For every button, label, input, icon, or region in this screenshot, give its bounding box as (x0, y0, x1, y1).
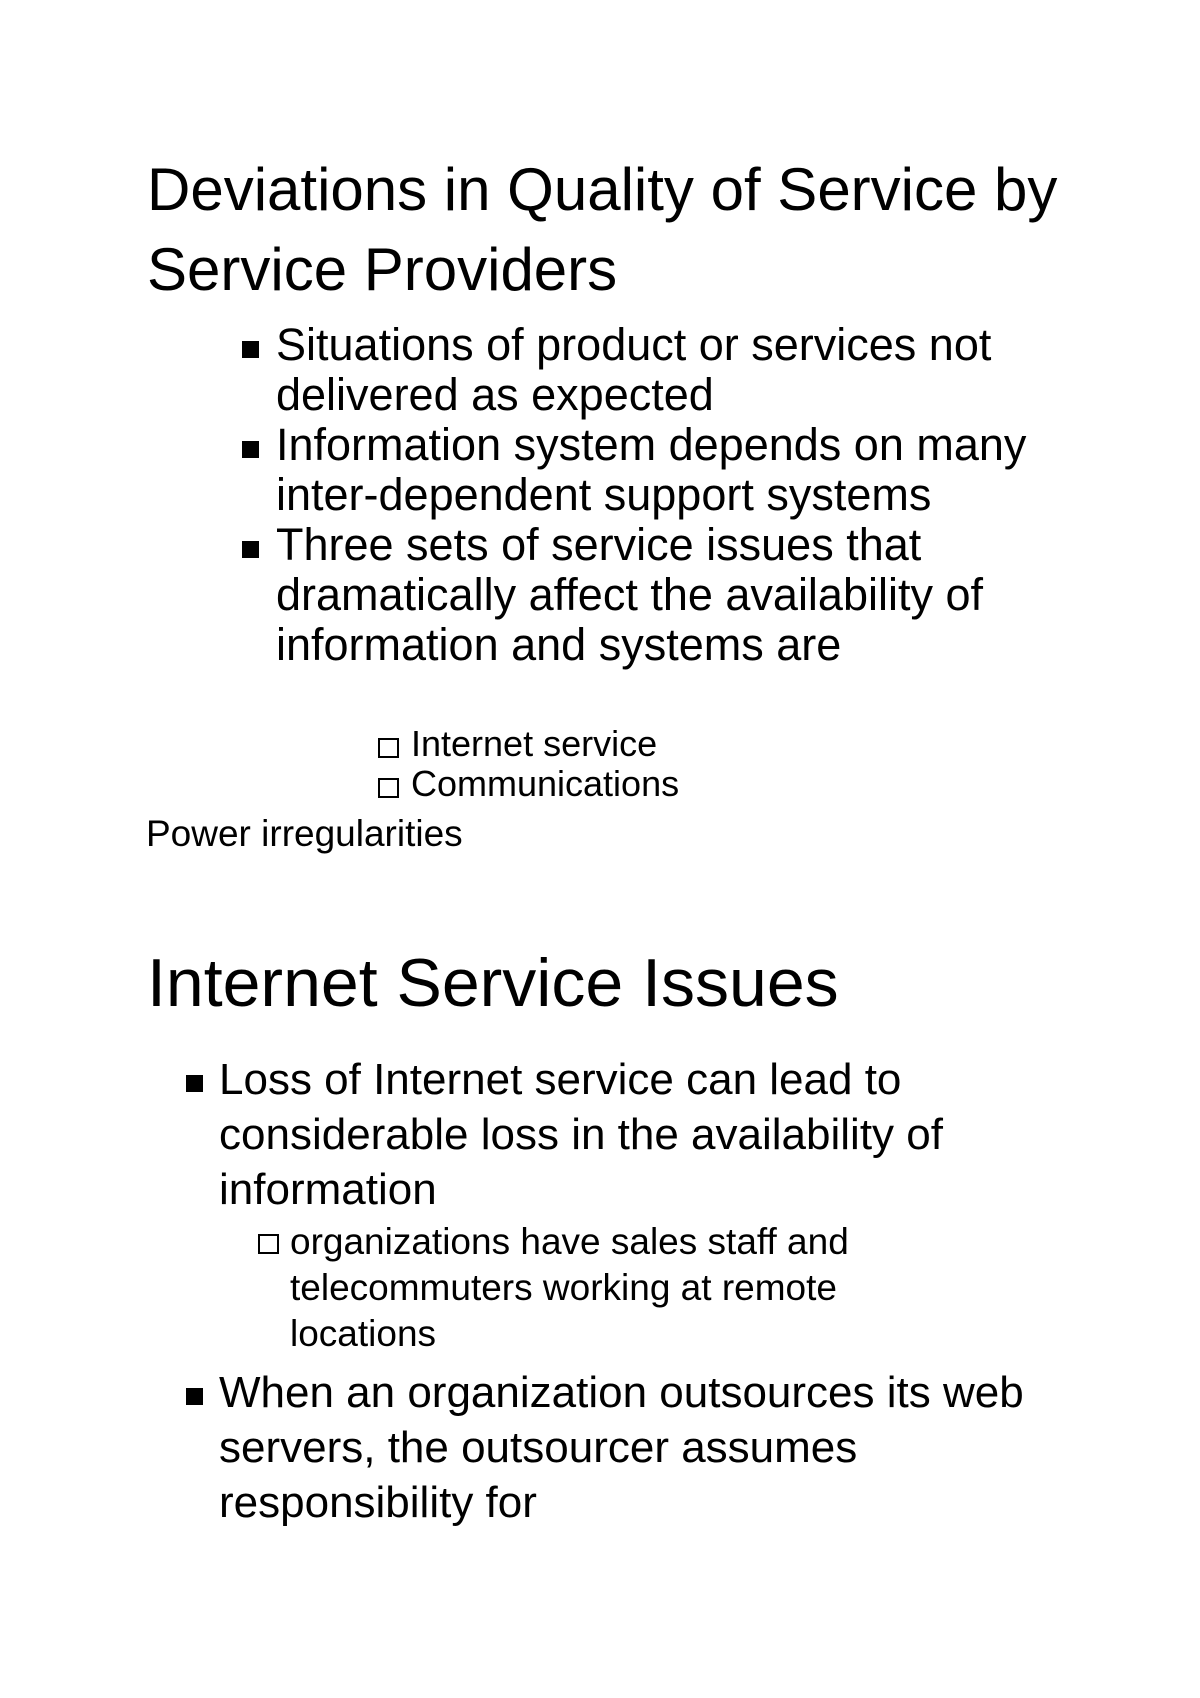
section2-sub-bullet-list (258, 1219, 908, 1357)
filled-square-bullet-icon (242, 541, 259, 558)
bullet-text: Loss of Internet service can lead to considerable loss in the availability of information (219, 1055, 943, 1214)
section1-bullet-list (240, 320, 1140, 670)
filled-square-bullet-icon (186, 1075, 203, 1092)
hollow-square-bullet-icon (258, 1234, 279, 1254)
filled-square-bullet-icon (242, 441, 259, 458)
hollow-square-bullet-icon (378, 778, 399, 798)
list-item (240, 320, 1140, 420)
list-item (375, 724, 975, 764)
filled-square-bullet-icon (242, 341, 259, 358)
list-item (240, 520, 1140, 670)
list-item (375, 764, 975, 804)
section1-title: Deviations in Quality of Service by Service Providers (147, 156, 1058, 303)
list-item (183, 1052, 1113, 1357)
list-item (240, 420, 1140, 520)
orphan-line-text: Power irregularities (146, 813, 463, 854)
bullet-text: Information system depends on many inter-dependent support systems (276, 419, 1027, 520)
list-item (183, 1365, 1113, 1530)
filled-square-bullet-icon (186, 1388, 203, 1405)
sub-bullet-text: Internet service (411, 723, 658, 764)
sub-bullet-text: Communications (411, 763, 680, 804)
sub-bullet-text: organizations have sales staff and telecommuters working at remote locations (290, 1221, 849, 1354)
bullet-text: Situations of product or services not delivered as expected (276, 319, 992, 420)
section2-bullet-list (183, 1052, 1113, 1530)
list-item (258, 1219, 908, 1357)
hollow-square-bullet-icon (378, 738, 399, 758)
section1-sub-bullet-list (375, 724, 975, 804)
section2-title: Internet Service Issues (147, 945, 839, 1021)
bullet-text: When an organization outsources its web servers, the outsourcer assumes responsibility for (219, 1368, 1024, 1527)
bullet-text: Three sets of service issues that dramatically affect the availability of information and systems are (276, 519, 984, 670)
